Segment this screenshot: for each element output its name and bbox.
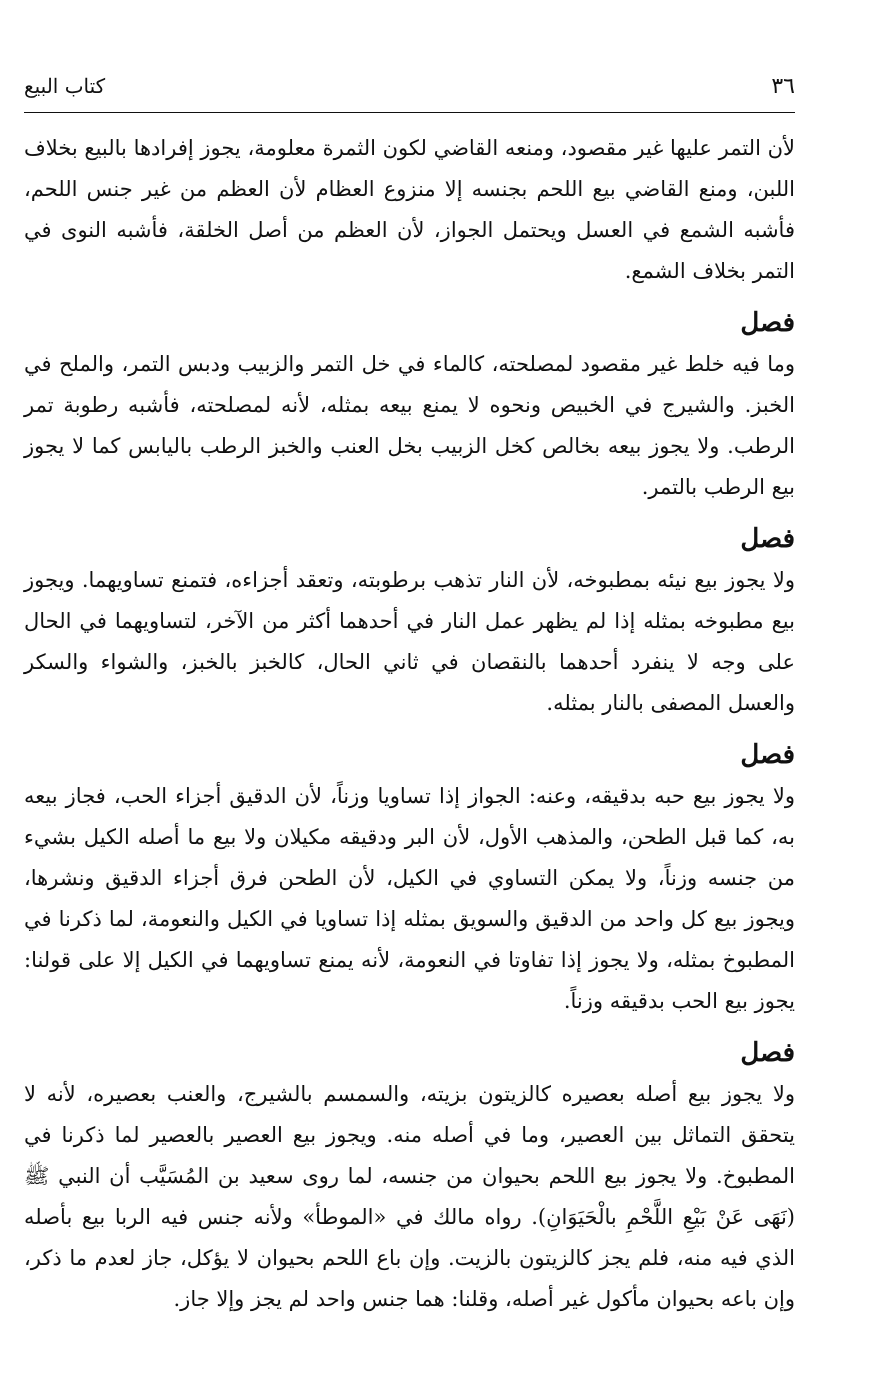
running-title: كتاب البيع bbox=[24, 74, 106, 98]
page-body bbox=[24, 128, 795, 1320]
page-header bbox=[24, 70, 795, 113]
page-number: ٣٦ bbox=[771, 74, 795, 99]
section-heading-3: فصل bbox=[740, 740, 795, 770]
section-text-2: ولا يجوز بيع نيئه بمطبوخه، لأن النار تذهب برطوبته، وتعقد أجزاءه، فتمنع تساويهما. ويجوز بيع مطبوخه بمثله إذا لم يظهر عمل النار في أحدهما أكثر من الآخر، لتساويهما في الحال على وجه لا ينفرد أحدهما بالنقصان في ثاني الحال، كالخبز بالخبز، والشواء والسكر والعسل المصفى بالنار بمثله. bbox=[24, 568, 795, 715]
section-text-1: وما فيه خلط غير مقصود لمصلحته، كالماء في خل التمر والزبيب ودبس التمر، والملح في الخبز. والشيرج في الخبيص ونحوه لا يمنع بيعه بمثله، لأنه لمصلحته، فأشبه رطوبة تمر الرطب. ولا يجوز بيعه بخالص كخل الزبيب بخل العنب والخبز الرطب باليابس كما لا يجوز بيع الرطب بالتمر. bbox=[24, 352, 795, 499]
section-text-4: ولا يجوز بيع أصله بعصيره كالزيتون بزيته، والسمسم بالشيرج، والعنب بعصيره، لأنه لا يتحقق التماثل بين العصير، وما في أصله منه. ويجوز بيع العصير بالعصير لما ذكرنا في المطبوخ. ولا يجوز بيع اللحم بحيوان من جنسه، لما روى سعيد بن المُسَيَّب أن النبي ﷺ (نَهَى عَنْ بَيْعِ اللَّحْمِ بالْحَيَوَانِ). رواه مالك في «الموطأ» ولأنه جنس فيه الربا بيع بأصله الذي فيه منه، فلم يجز كالزيتون بالزيت. وإن باع اللحم بحيوان لا يؤكل، جاز لعدم ما ذكر، وإن باعه بحيوان مأكول غير أصله، وقلنا: هما جنس واحد لم يجز وإلا جاز. bbox=[24, 1082, 795, 1311]
section-text-3: ولا يجوز بيع حبه بدقيقه، وعنه: الجواز إذا تساويا وزناً، لأن الدقيق أجزاء الحب، فجاز بيعه به، كما قبل الطحن، والمذهب الأول، لأن البر ودقيقه مكيلان ولا بيع ما أصله الكيل بشيء من جنسه وزناً، ولا يمكن التساوي في الكيل، لأن الطحن فرق أجزاء الدقيق ونشرها، ويجوز بيع كل واحد من الدقيق والسويق بمثله إذا تساويا في الكيل والنعومة، لما ذكرنا في المطبوخ بمثله، ولا يجوز إذا تفاوتا في النعومة، لأنه يمنع تساويهما في الكيل إلا على قولنا: يجوز بيع الحب بدقيقه وزناً. bbox=[24, 784, 795, 1013]
section-heading-1: فصل bbox=[740, 308, 795, 338]
section-heading-2: فصل bbox=[740, 524, 795, 554]
intro-paragraph: لأن التمر عليها غير مقصود، ومنعه القاضي لكون الثمرة معلومة، يجوز إفرادها بالبيع بخلاف اللبن، ومنع القاضي بيع اللحم بجنسه إلا منزوع العظام لأن العظم من غير جنس اللحم، فأشبه الشمع في العسل ويحتمل الجواز، لأن العظم من أصل الخلقة، فأشبه النوى في التمر بخلاف الشمع. bbox=[24, 136, 795, 283]
section-heading-4: فصل bbox=[740, 1038, 795, 1068]
